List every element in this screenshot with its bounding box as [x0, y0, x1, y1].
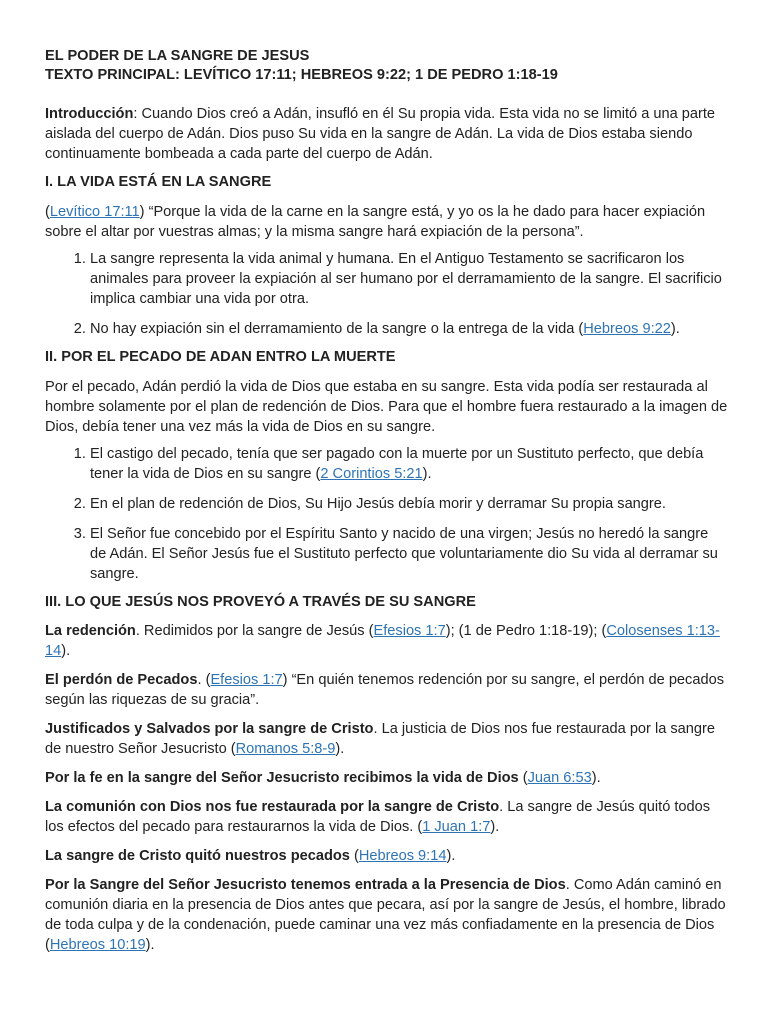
item-bold-label: El perdón de Pecados — [45, 672, 198, 688]
item-text: ( — [518, 770, 528, 786]
item-text: ). — [446, 848, 456, 864]
list-item — [90, 524, 728, 584]
ref-link-2-corintios-5-21[interactable]: 2 Corintios 5:21 — [320, 466, 423, 482]
section-2-paragraph: Por el pecado, Adán perdió la vida de Dios que estaba en su sangre. Esta vida podía ser restaurada al hombre solamente por el plan de redención de Dios. Para que el hombre fuera restaurado a la imagen de Dios, debía tener una vez más la vida de Dios en su sangre. — [45, 379, 728, 435]
ref-link-1-juan-1-7[interactable]: 1 Juan 1:7 — [422, 819, 491, 835]
section-1-heading: I. LA VIDA ESTÁ EN LA SANGRE — [45, 174, 272, 190]
list-item — [90, 249, 728, 309]
quote-open: ( — [45, 204, 50, 220]
section-2-list — [45, 444, 728, 584]
section-1-list — [45, 249, 728, 339]
intro-paragraph — [45, 104, 728, 164]
ref-link-efesios-1-7[interactable]: Efesios 1:7 — [210, 672, 283, 688]
list-item — [90, 444, 728, 484]
list-item-text: La sangre representa la vida animal y humana. En el Antiguo Testamento se sacrificaron los animales para proveer la expiación al ser humano por el derramamiento de la sangre. El sacrificio implica cambiar una vida por otra. — [90, 251, 722, 307]
section-3-item-pecados — [45, 846, 728, 866]
list-item — [90, 494, 728, 514]
section-3-item-comunion — [45, 797, 728, 837]
section-3-heading: III. LO QUE JESÚS NOS PROVEYÓ A TRAVÉS DE SU SANGRE — [45, 594, 476, 610]
ref-link-levitico-17-11[interactable]: Levítico 17:11 — [49, 204, 140, 220]
list-item-text: El castigo del pecado, tenía que ser pagado con la muerte por un Sustituto perfecto, que debía tener la vida de Dios en su sangre ( — [90, 446, 704, 482]
item-text: ( — [349, 848, 359, 864]
item-text: . ( — [197, 672, 211, 688]
item-text: ) “En quién tenemos redención por su sangre, el perdón de pecados según las riquezas de su gracia”. — [45, 672, 724, 708]
document-title: EL PODER DE LA SANGRE DE JESUS — [45, 48, 310, 64]
ref-link-romanos-5-8-9[interactable]: Romanos 5:8-9 — [235, 741, 336, 757]
item-text: ). — [145, 937, 155, 953]
item-text: . La sangre de Jesús quitó todos los efectos del pecado para restaurarnos la vida de Dios. ( — [45, 799, 711, 835]
ref-link-colosenses-1-13-14[interactable]: Colosenses 1:13-14 — [45, 623, 720, 659]
list-item — [90, 319, 728, 339]
section-1-quote — [45, 202, 728, 242]
item-text: ). — [61, 643, 71, 659]
section-3-item-justificados — [45, 719, 728, 759]
ref-link-hebreos-9-14[interactable]: Hebreos 9:14 — [358, 848, 447, 864]
section-2-heading: II. POR EL PECADO DE ADAN ENTRO LA MUERTE — [45, 349, 396, 365]
item-bold-label: La sangre de Cristo quitó nuestros pecados — [45, 848, 350, 864]
section-3-item-presencia — [45, 875, 728, 955]
ref-link-efesios-1-7[interactable]: Efesios 1:7 — [373, 623, 446, 639]
item-text: ). — [591, 770, 601, 786]
item-bold-label: Justificados y Salvados por la sangre de Cristo — [45, 721, 374, 737]
item-text: ). — [335, 741, 345, 757]
list-item-text: No hay expiación sin el derramamiento de la sangre o la entrega de la vida ( — [90, 321, 584, 337]
list-item-text-end: ). — [670, 321, 680, 337]
section-3-item-redencion — [45, 621, 728, 661]
item-text: . Redimidos por la sangre de Jesús ( — [135, 623, 374, 639]
ref-link-hebreos-10-19[interactable]: Hebreos 10:19 — [49, 937, 146, 953]
quote-text: ) “Porque la vida de la carne en la sangre está, y yo os la he dado para hacer expiación sobre el altar por vuestras almas; y la misma sangre hará expiación de la persona”. — [45, 204, 706, 240]
item-text: ). — [490, 819, 500, 835]
ref-link-hebreos-9-22[interactable]: Hebreos 9:22 — [583, 321, 671, 337]
list-item-text: El Señor fue concebido por el Espíritu Santo y nacido de una virgen; Jesús no heredó la sangre de Adán. El Señor Jesús fue el Sustituto perfecto que voluntariamente dio Su vida al derramar su sangre. — [90, 526, 718, 582]
item-text: ); (1 de Pedro 1:18-19); ( — [445, 623, 607, 639]
item-bold-label: Por la Sangre del Señor Jesucristo tenemos entrada a la Presencia de Dios — [45, 877, 566, 893]
ref-link-juan-6-53[interactable]: Juan 6:53 — [527, 770, 592, 786]
item-text: . Como Adán caminó en comunión diaria en la presencia de Dios antes que pecara, así por la sangre de Jesús, el hombre, librado de toda culpa y de la condenación, puede caminar una vez más confiadamente en la presencia de Dios ( — [45, 877, 726, 953]
item-bold-label: La redención — [45, 623, 136, 639]
document-subtitle: TEXTO PRINCIPAL: LEVÍTICO 17:11; HEBREOS 9:22; 1 DE PEDRO 1:18-19 — [45, 67, 558, 83]
intro-label: Introducción — [45, 106, 134, 122]
section-3-item-fe — [45, 768, 728, 788]
section-3-item-perdon — [45, 670, 728, 710]
item-text: . La justicia de Dios nos fue restaurada por la sangre de nuestro Señor Jesucristo ( — [45, 721, 715, 757]
list-item-text: En el plan de redención de Dios, Su Hijo Jesús debía morir y derramar Su propia sangre. — [90, 496, 666, 512]
intro-text: : Cuando Dios creó a Adán, insufló en él Su propia vida. Esta vida no se limitó a una parte aislada del cuerpo de Adán. Dios puso Su vida en la sangre de Adán. La vida de Dios estaba siendo continuamente bombeada a cada parte del cuerpo de Adán. — [45, 106, 716, 162]
item-bold-label: La comunión con Dios nos fue restaurada por la sangre de Cristo — [45, 799, 500, 815]
item-bold-label: Por la fe en la sangre del Señor Jesucristo recibimos la vida de Dios — [45, 770, 519, 786]
list-item-text-end: ). — [422, 466, 432, 482]
